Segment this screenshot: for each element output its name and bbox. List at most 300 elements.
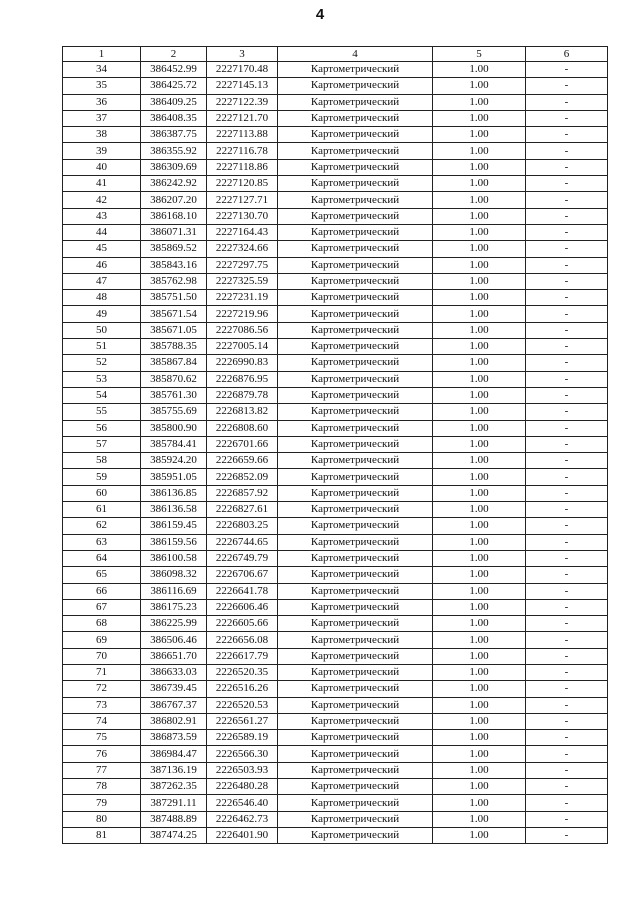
y-coordinate-cell: 2227116.78 (207, 143, 278, 159)
point-number-cell: 58 (63, 453, 141, 469)
table-row (63, 78, 608, 94)
x-coordinate-cell: 386873.59 (141, 730, 207, 746)
accuracy-cell: 1.00 (433, 469, 526, 485)
note-cell: - (526, 583, 608, 599)
method-cell: Картометрический (278, 453, 433, 469)
note-cell: - (526, 518, 608, 534)
method-cell: Картометрический (278, 224, 433, 240)
x-coordinate-cell: 386408.35 (141, 110, 207, 126)
note-cell: - (526, 371, 608, 387)
table-row (63, 224, 608, 240)
point-number-cell: 73 (63, 697, 141, 713)
y-coordinate-cell: 2226749.79 (207, 550, 278, 566)
y-coordinate-cell: 2226401.90 (207, 827, 278, 843)
table-row (63, 143, 608, 159)
y-coordinate-cell: 2226706.67 (207, 567, 278, 583)
point-number-cell: 70 (63, 648, 141, 664)
y-coordinate-cell: 2226852.09 (207, 469, 278, 485)
table-row (63, 355, 608, 371)
y-coordinate-cell: 2226656.08 (207, 632, 278, 648)
table-row (63, 241, 608, 257)
x-coordinate-cell: 386159.45 (141, 518, 207, 534)
method-cell: Картометрический (278, 355, 433, 371)
x-coordinate-cell: 386984.47 (141, 746, 207, 762)
method-cell: Картометрический (278, 176, 433, 192)
accuracy-cell: 1.00 (433, 827, 526, 843)
x-coordinate-cell: 386452.99 (141, 62, 207, 78)
method-cell: Картометрический (278, 762, 433, 778)
x-coordinate-cell: 386071.31 (141, 224, 207, 240)
table-row (63, 176, 608, 192)
point-number-cell: 76 (63, 746, 141, 762)
note-cell: - (526, 827, 608, 843)
table-row (63, 746, 608, 762)
accuracy-cell: 1.00 (433, 632, 526, 648)
x-coordinate-cell: 386309.69 (141, 159, 207, 175)
accuracy-cell: 1.00 (433, 355, 526, 371)
method-cell: Картометрический (278, 697, 433, 713)
note-cell: - (526, 648, 608, 664)
table-row (63, 453, 608, 469)
note-cell: - (526, 62, 608, 78)
note-cell: - (526, 436, 608, 452)
note-cell: - (526, 241, 608, 257)
method-cell: Картометрический (278, 290, 433, 306)
point-number-cell: 59 (63, 469, 141, 485)
y-coordinate-cell: 2226990.83 (207, 355, 278, 371)
accuracy-cell: 1.00 (433, 567, 526, 583)
table-row (63, 664, 608, 680)
y-coordinate-cell: 2226827.61 (207, 502, 278, 518)
y-coordinate-cell: 2226480.28 (207, 779, 278, 795)
method-cell: Картометрический (278, 78, 433, 94)
table-row (63, 827, 608, 843)
point-number-cell: 74 (63, 713, 141, 729)
point-number-cell: 64 (63, 550, 141, 566)
table-row (63, 648, 608, 664)
point-number-cell: 57 (63, 436, 141, 452)
table-row (63, 632, 608, 648)
accuracy-cell: 1.00 (433, 273, 526, 289)
method-cell: Картометрический (278, 208, 433, 224)
y-coordinate-cell: 2226659.66 (207, 453, 278, 469)
table-row (63, 534, 608, 550)
x-coordinate-cell: 386409.25 (141, 94, 207, 110)
column-header: 1 (63, 47, 141, 62)
accuracy-cell: 1.00 (433, 176, 526, 192)
table-row (63, 502, 608, 518)
accuracy-cell: 1.00 (433, 224, 526, 240)
table-header (63, 47, 608, 62)
accuracy-cell: 1.00 (433, 681, 526, 697)
method-cell: Картометрический (278, 616, 433, 632)
method-cell: Картометрический (278, 795, 433, 811)
method-cell: Картометрический (278, 306, 433, 322)
table-row (63, 779, 608, 795)
note-cell: - (526, 730, 608, 746)
point-number-cell: 80 (63, 811, 141, 827)
note-cell: - (526, 567, 608, 583)
accuracy-cell: 1.00 (433, 94, 526, 110)
method-cell: Картометрический (278, 371, 433, 387)
note-cell: - (526, 420, 608, 436)
note-cell: - (526, 404, 608, 420)
point-number-cell: 50 (63, 322, 141, 338)
x-coordinate-cell: 386100.58 (141, 550, 207, 566)
y-coordinate-cell: 2226876.95 (207, 371, 278, 387)
point-number-cell: 71 (63, 664, 141, 680)
note-cell: - (526, 387, 608, 403)
y-coordinate-cell: 2226641.78 (207, 583, 278, 599)
y-coordinate-cell: 2226606.46 (207, 599, 278, 615)
y-coordinate-cell: 2227219.96 (207, 306, 278, 322)
x-coordinate-cell: 386175.23 (141, 599, 207, 615)
x-coordinate-cell: 386207.20 (141, 192, 207, 208)
y-coordinate-cell: 2227324.66 (207, 241, 278, 257)
point-number-cell: 66 (63, 583, 141, 599)
method-cell: Картометрический (278, 159, 433, 175)
y-coordinate-cell: 2226803.25 (207, 518, 278, 534)
y-coordinate-cell: 2226744.65 (207, 534, 278, 550)
accuracy-cell: 1.00 (433, 795, 526, 811)
x-coordinate-cell: 386116.69 (141, 583, 207, 599)
x-coordinate-cell: 385867.84 (141, 355, 207, 371)
accuracy-cell: 1.00 (433, 208, 526, 224)
accuracy-cell: 1.00 (433, 436, 526, 452)
accuracy-cell: 1.00 (433, 550, 526, 566)
point-number-cell: 35 (63, 78, 141, 94)
x-coordinate-cell: 385800.90 (141, 420, 207, 436)
table-row (63, 518, 608, 534)
y-coordinate-cell: 2226566.30 (207, 746, 278, 762)
table-row (63, 387, 608, 403)
method-cell: Картометрический (278, 127, 433, 143)
table-row (63, 550, 608, 566)
x-coordinate-cell: 386136.58 (141, 502, 207, 518)
method-cell: Картометрический (278, 273, 433, 289)
point-number-cell: 62 (63, 518, 141, 534)
point-number-cell: 51 (63, 339, 141, 355)
table-row (63, 469, 608, 485)
point-number-cell: 81 (63, 827, 141, 843)
point-number-cell: 60 (63, 485, 141, 501)
note-cell: - (526, 208, 608, 224)
accuracy-cell: 1.00 (433, 404, 526, 420)
point-number-cell: 40 (63, 159, 141, 175)
accuracy-cell: 1.00 (433, 143, 526, 159)
point-number-cell: 39 (63, 143, 141, 159)
accuracy-cell: 1.00 (433, 387, 526, 403)
x-coordinate-cell: 387262.35 (141, 779, 207, 795)
note-cell: - (526, 795, 608, 811)
y-coordinate-cell: 2227170.48 (207, 62, 278, 78)
note-cell: - (526, 485, 608, 501)
x-coordinate-cell: 385755.69 (141, 404, 207, 420)
note-cell: - (526, 257, 608, 273)
table-row (63, 110, 608, 126)
method-cell: Картометрический (278, 62, 433, 78)
x-coordinate-cell: 385843.16 (141, 257, 207, 273)
method-cell: Картометрический (278, 811, 433, 827)
x-coordinate-cell: 386425.72 (141, 78, 207, 94)
method-cell: Картометрический (278, 534, 433, 550)
note-cell: - (526, 534, 608, 550)
note-cell: - (526, 192, 608, 208)
table-row (63, 713, 608, 729)
note-cell: - (526, 273, 608, 289)
y-coordinate-cell: 2226503.93 (207, 762, 278, 778)
coordinates-table (62, 46, 608, 844)
x-coordinate-cell: 386506.46 (141, 632, 207, 648)
point-number-cell: 48 (63, 290, 141, 306)
note-cell: - (526, 355, 608, 371)
method-cell: Картометрический (278, 518, 433, 534)
accuracy-cell: 1.00 (433, 78, 526, 94)
x-coordinate-cell: 387488.89 (141, 811, 207, 827)
point-number-cell: 52 (63, 355, 141, 371)
note-cell: - (526, 159, 608, 175)
x-coordinate-cell: 387136.19 (141, 762, 207, 778)
table-row (63, 811, 608, 827)
column-header: 2 (141, 47, 207, 62)
table-row (63, 339, 608, 355)
table-row (63, 322, 608, 338)
y-coordinate-cell: 2226520.35 (207, 664, 278, 680)
method-cell: Картометрический (278, 143, 433, 159)
point-number-cell: 69 (63, 632, 141, 648)
method-cell: Картометрический (278, 339, 433, 355)
page-number: 4 (315, 6, 325, 23)
table-row (63, 290, 608, 306)
x-coordinate-cell: 386767.37 (141, 697, 207, 713)
method-cell: Картометрический (278, 502, 433, 518)
y-coordinate-cell: 2226462.73 (207, 811, 278, 827)
table-row (63, 192, 608, 208)
method-cell: Картометрический (278, 420, 433, 436)
note-cell: - (526, 502, 608, 518)
x-coordinate-cell: 386633.03 (141, 664, 207, 680)
note-cell: - (526, 176, 608, 192)
point-number-cell: 36 (63, 94, 141, 110)
table-row (63, 616, 608, 632)
accuracy-cell: 1.00 (433, 599, 526, 615)
note-cell: - (526, 322, 608, 338)
note-cell: - (526, 681, 608, 697)
x-coordinate-cell: 386225.99 (141, 616, 207, 632)
table-row (63, 371, 608, 387)
table-row (63, 257, 608, 273)
table-body (63, 62, 608, 844)
x-coordinate-cell: 385671.05 (141, 322, 207, 338)
table-row (63, 208, 608, 224)
accuracy-cell: 1.00 (433, 746, 526, 762)
note-cell: - (526, 469, 608, 485)
method-cell: Картометрический (278, 746, 433, 762)
x-coordinate-cell: 386651.70 (141, 648, 207, 664)
accuracy-cell: 1.00 (433, 420, 526, 436)
x-coordinate-cell: 385762.98 (141, 273, 207, 289)
note-cell: - (526, 632, 608, 648)
note-cell: - (526, 78, 608, 94)
x-coordinate-cell: 385761.30 (141, 387, 207, 403)
accuracy-cell: 1.00 (433, 192, 526, 208)
accuracy-cell: 1.00 (433, 502, 526, 518)
table-row (63, 583, 608, 599)
table-row (63, 730, 608, 746)
note-cell: - (526, 811, 608, 827)
accuracy-cell: 1.00 (433, 110, 526, 126)
point-number-cell: 38 (63, 127, 141, 143)
y-coordinate-cell: 2227130.70 (207, 208, 278, 224)
method-cell: Картометрический (278, 192, 433, 208)
method-cell: Картометрический (278, 648, 433, 664)
accuracy-cell: 1.00 (433, 339, 526, 355)
x-coordinate-cell: 385951.05 (141, 469, 207, 485)
accuracy-cell: 1.00 (433, 534, 526, 550)
point-number-cell: 56 (63, 420, 141, 436)
y-coordinate-cell: 2226546.40 (207, 795, 278, 811)
point-number-cell: 45 (63, 241, 141, 257)
method-cell: Картометрический (278, 94, 433, 110)
method-cell: Картометрический (278, 469, 433, 485)
point-number-cell: 47 (63, 273, 141, 289)
x-coordinate-cell: 386387.75 (141, 127, 207, 143)
table-row (63, 436, 608, 452)
method-cell: Картометрический (278, 322, 433, 338)
column-header: 3 (207, 47, 278, 62)
method-cell: Картометрический (278, 713, 433, 729)
method-cell: Картометрический (278, 550, 433, 566)
table-row (63, 567, 608, 583)
method-cell: Картометрический (278, 779, 433, 795)
x-coordinate-cell: 385869.52 (141, 241, 207, 257)
x-coordinate-cell: 386802.91 (141, 713, 207, 729)
y-coordinate-cell: 2226589.19 (207, 730, 278, 746)
point-number-cell: 68 (63, 616, 141, 632)
accuracy-cell: 1.00 (433, 241, 526, 257)
table-row (63, 795, 608, 811)
point-number-cell: 41 (63, 176, 141, 192)
table-row (63, 762, 608, 778)
point-number-cell: 65 (63, 567, 141, 583)
x-coordinate-cell: 385788.35 (141, 339, 207, 355)
note-cell: - (526, 550, 608, 566)
note-cell: - (526, 599, 608, 615)
note-cell: - (526, 290, 608, 306)
column-header: 6 (526, 47, 608, 62)
method-cell: Картометрический (278, 681, 433, 697)
note-cell: - (526, 453, 608, 469)
note-cell: - (526, 94, 608, 110)
y-coordinate-cell: 2226520.53 (207, 697, 278, 713)
point-number-cell: 78 (63, 779, 141, 795)
note-cell: - (526, 762, 608, 778)
method-cell: Картометрический (278, 567, 433, 583)
x-coordinate-cell: 386098.32 (141, 567, 207, 583)
x-coordinate-cell: 387291.11 (141, 795, 207, 811)
point-number-cell: 34 (63, 62, 141, 78)
note-cell: - (526, 224, 608, 240)
accuracy-cell: 1.00 (433, 779, 526, 795)
method-cell: Картометрический (278, 257, 433, 273)
point-number-cell: 53 (63, 371, 141, 387)
method-cell: Картометрический (278, 485, 433, 501)
accuracy-cell: 1.00 (433, 713, 526, 729)
accuracy-cell: 1.00 (433, 257, 526, 273)
point-number-cell: 72 (63, 681, 141, 697)
method-cell: Картометрический (278, 110, 433, 126)
point-number-cell: 67 (63, 599, 141, 615)
method-cell: Картометрический (278, 241, 433, 257)
point-number-cell: 61 (63, 502, 141, 518)
method-cell: Картометрический (278, 387, 433, 403)
note-cell: - (526, 306, 608, 322)
accuracy-cell: 1.00 (433, 127, 526, 143)
note-cell: - (526, 697, 608, 713)
table-row (63, 599, 608, 615)
x-coordinate-cell: 386168.10 (141, 208, 207, 224)
accuracy-cell: 1.00 (433, 322, 526, 338)
x-coordinate-cell: 385870.62 (141, 371, 207, 387)
point-number-cell: 49 (63, 306, 141, 322)
accuracy-cell: 1.00 (433, 697, 526, 713)
point-number-cell: 77 (63, 762, 141, 778)
table-row (63, 420, 608, 436)
column-header: 4 (278, 47, 433, 62)
table-row (63, 127, 608, 143)
note-cell: - (526, 110, 608, 126)
note-cell: - (526, 339, 608, 355)
accuracy-cell: 1.00 (433, 62, 526, 78)
accuracy-cell: 1.00 (433, 159, 526, 175)
x-coordinate-cell: 386739.45 (141, 681, 207, 697)
x-coordinate-cell: 385784.41 (141, 436, 207, 452)
y-coordinate-cell: 2227325.59 (207, 273, 278, 289)
note-cell: - (526, 664, 608, 680)
note-cell: - (526, 616, 608, 632)
accuracy-cell: 1.00 (433, 762, 526, 778)
y-coordinate-cell: 2226516.26 (207, 681, 278, 697)
point-number-cell: 63 (63, 534, 141, 550)
accuracy-cell: 1.00 (433, 306, 526, 322)
method-cell: Картометрический (278, 632, 433, 648)
accuracy-cell: 1.00 (433, 371, 526, 387)
y-coordinate-cell: 2226879.78 (207, 387, 278, 403)
point-number-cell: 79 (63, 795, 141, 811)
y-coordinate-cell: 2227086.56 (207, 322, 278, 338)
x-coordinate-cell: 386136.85 (141, 485, 207, 501)
y-coordinate-cell: 2227005.14 (207, 339, 278, 355)
accuracy-cell: 1.00 (433, 664, 526, 680)
x-coordinate-cell: 386159.56 (141, 534, 207, 550)
point-number-cell: 42 (63, 192, 141, 208)
accuracy-cell: 1.00 (433, 453, 526, 469)
table-row (63, 485, 608, 501)
y-coordinate-cell: 2227113.88 (207, 127, 278, 143)
table-row (63, 697, 608, 713)
point-number-cell: 54 (63, 387, 141, 403)
x-coordinate-cell: 385751.50 (141, 290, 207, 306)
table-row (63, 94, 608, 110)
accuracy-cell: 1.00 (433, 583, 526, 599)
point-number-cell: 75 (63, 730, 141, 746)
accuracy-cell: 1.00 (433, 616, 526, 632)
table-row (63, 62, 608, 78)
point-number-cell: 43 (63, 208, 141, 224)
y-coordinate-cell: 2226605.66 (207, 616, 278, 632)
x-coordinate-cell: 386242.92 (141, 176, 207, 192)
y-coordinate-cell: 2226857.92 (207, 485, 278, 501)
